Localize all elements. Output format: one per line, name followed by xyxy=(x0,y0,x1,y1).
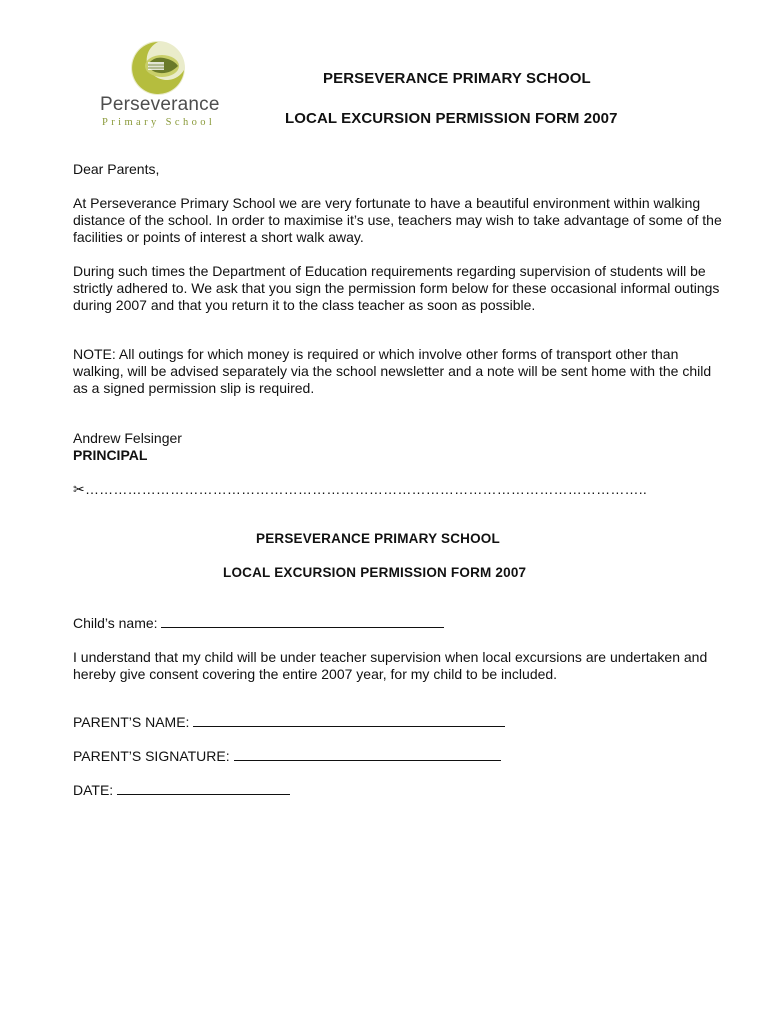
logo-subtitle: Primary School xyxy=(102,117,216,128)
letter-paragraph-2: During such times the Department of Education requirements regarding supervision of students will be strictly adhered to. We ask that you sign the permission form below for these occasional informal outings during 2007 and that you return it to the class teacher as soon as possible. xyxy=(73,263,720,313)
date-blank[interactable] xyxy=(117,782,290,795)
cut-dots: ……………………………………………………………………………………………………….. xyxy=(84,481,647,497)
parent-signature-label: PARENT’S SIGNATURE: xyxy=(73,748,230,764)
school-crest-icon xyxy=(130,40,190,96)
parent-name-label: PARENT’S NAME: xyxy=(73,714,190,730)
child-name-blank[interactable] xyxy=(161,615,444,628)
school-logo xyxy=(96,40,228,135)
parent-name-blank[interactable] xyxy=(193,714,505,727)
parent-signature-blank[interactable] xyxy=(234,748,501,761)
date-field[interactable] xyxy=(73,782,290,798)
letter-paragraph-3: NOTE: All outings for which money is required or which involve other forms of transport other than walking, will be advised separately via the school newsletter and a note will be sent home with the child as a signed permission slip is required. xyxy=(73,346,712,396)
cut-line xyxy=(73,481,647,498)
signatory-name: Andrew Felsinger xyxy=(73,430,182,446)
slip-form-title: LOCAL EXCURSION PERMISSION FORM 2007 xyxy=(223,565,527,580)
slip-school-name: PERSEVERANCE PRIMARY SCHOOL xyxy=(256,531,500,546)
logo-name: Perseverance xyxy=(100,94,220,115)
header-school-name: PERSEVERANCE PRIMARY SCHOOL xyxy=(323,70,591,87)
scissors-icon: ✂ xyxy=(73,481,85,497)
consent-text: I understand that my child will be under teacher supervision when local excursions are undertaken and hereby give consent covering the entire 2007 year, for my child to be included. xyxy=(73,649,708,682)
parent-name-field[interactable] xyxy=(73,714,505,730)
header-form-title: LOCAL EXCURSION PERMISSION FORM 2007 xyxy=(285,110,618,127)
date-label: DATE: xyxy=(73,782,114,798)
salutation: Dear Parents, xyxy=(73,161,160,177)
child-name-label: Child’s name: xyxy=(73,615,158,631)
child-name-field[interactable] xyxy=(73,615,444,631)
letter-paragraph-1: At Perseverance Primary School we are very fortunate to have a beautiful environment within walking distance of the school. In order to maximise it’s use, teachers may wish to take advantage of some of the facilities or points of interest a short walk away. xyxy=(73,195,722,245)
signatory-title: PRINCIPAL xyxy=(73,447,148,463)
parent-signature-field[interactable] xyxy=(73,748,501,764)
